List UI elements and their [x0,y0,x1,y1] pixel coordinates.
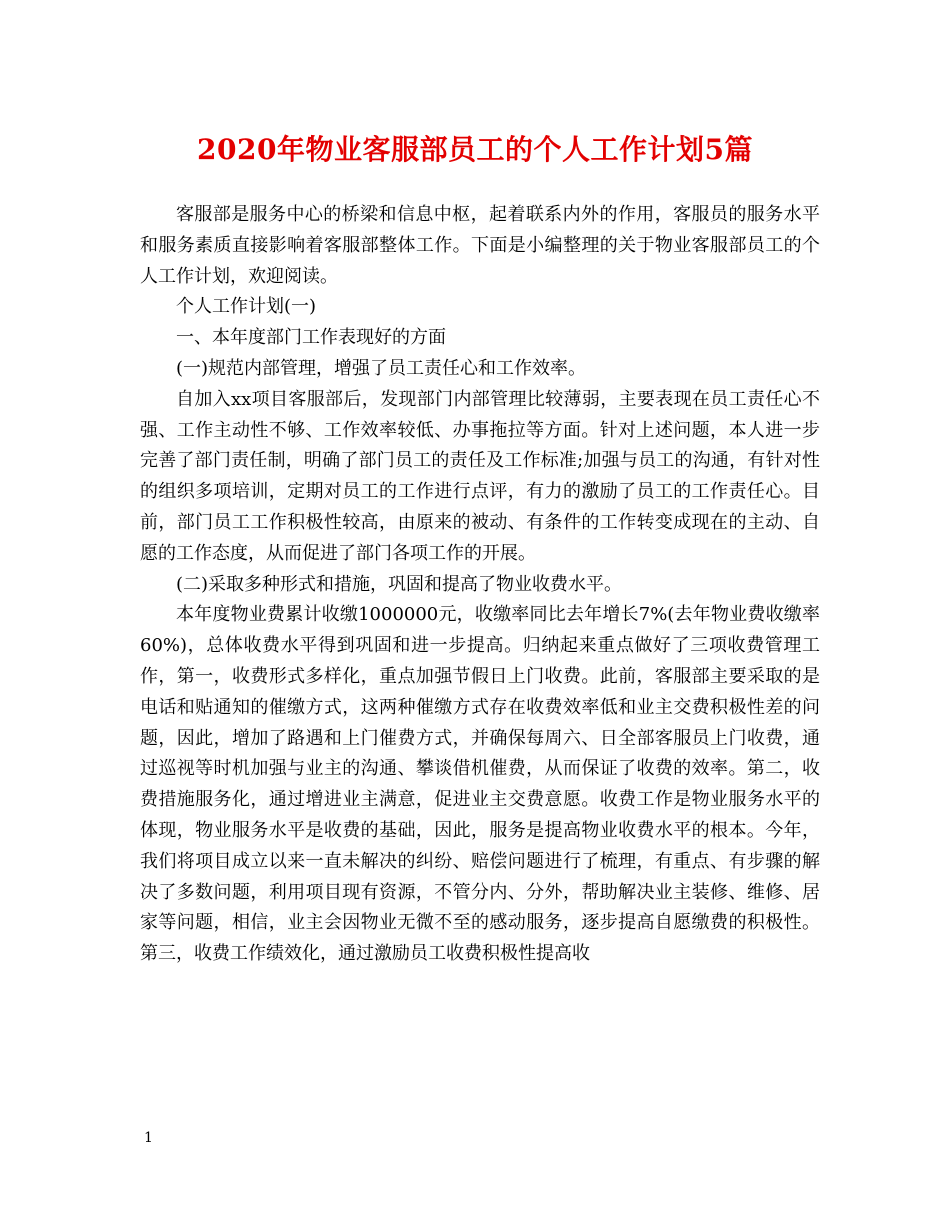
internal-management-paragraph: 自加入xx项目客服部后，发现部门内部管理比较薄弱，主要表现在员工责任心不强、工作主动性不够、工作效率较低、办事拖拉等方面。针对上述问题，本人进一步完善了部门责任制，明确了部门员工的责任及工作标准;加强与员工的沟通，有针对性的组织多项培训，定期对员工的工作进行点评，有力的激励了员工的工作责任心。目前，部门员工工作积极性较高，由原来的被动、有条件的工作转变成现在的主动、自愿的工作态度，从而促进了部门各项工作的开展。 [140,388,820,564]
page-number: 1 [144,1130,153,1146]
fee-collection-paragraph: 本年度物业费累计收缴1000000元，收缴率同比去年增长7%(去年物业费收缴率60%)，总体收费水平得到巩固和进一步提高。归纳起来重点做好了三项收费管理工作，第一，收费形式多样化，重点加强节假日上门收费。此前，客服部主要采取的是电话和贴通知的催缴方式，这两种催缴方式存在收费效率低和业主交费积极性差的问题，因此，增加了路遇和上门催费方式，并确保每周六、日全部客服员上门收费，通过巡视等时机加强与业主的沟通、攀谈借机催费，从而保证了收费的效率。第二，收费措施服务化，通过增进业主满意，促进业主交费意愿。收费工作是物业服务水平的体现，物业服务水平是收费的基础，因此，服务是提高物业收费水平的根本。今年，我们将项目成立以来一直未解决的纠纷、赔偿问题进行了梳理，有重点、有步骤的解决了多数问题，利用项目现有资源，不管分内、分外，帮助解决业主装修、维修、居家等问题，相信，业主会因物业无微不至的感动服务，逐步提高自愿缴费的积极性。第三，收费工作绩效化，通过激励员工收费积极性提高收 [140,604,820,965]
subsection-heading-internal-management: (一)规范内部管理，增强了员工责任心和工作效率。 [176,357,587,379]
section-heading-good-aspects: 一、本年度部门工作表现好的方面 [176,327,446,349]
section-heading-plan-one: 个人工作计划(一) [176,296,317,318]
intro-paragraph: 客服部是服务中心的桥梁和信息中枢，起着联系内外的作用，客服员的服务水平和服务素质直接影响着客服部整体工作。下面是小编整理的关于物业客服部员工的个人工作计划，欢迎阅读。 [140,204,820,287]
subsection-heading-fee-collection: (二)采取多种形式和措施，巩固和提高了物业收费水平。 [176,573,623,595]
document-title: 2020年物业客服部员工的个人工作计划5篇 [197,133,753,166]
document-body [140,200,820,970]
